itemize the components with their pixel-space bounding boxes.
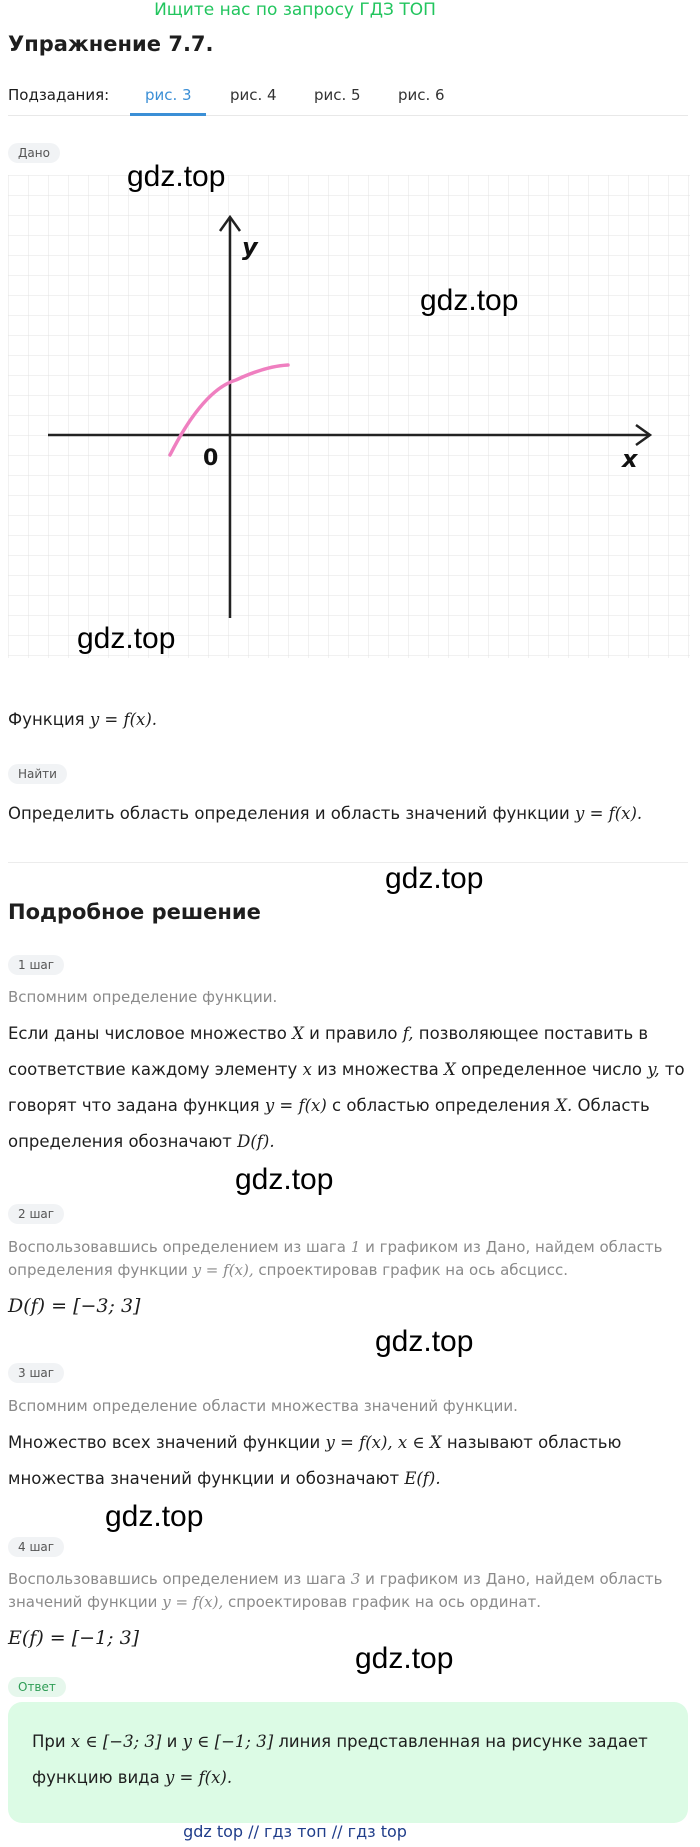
tab-fig-6[interactable]: рис. 6: [398, 86, 445, 104]
answer-line-2: функцию вида y = f(x).: [32, 1768, 233, 1787]
footer-separator: //: [248, 1822, 259, 1841]
answer-line-1: При x ∈ [−3; 3] и y ∈ [−1; 3] линия представленная на рисунке задает: [32, 1732, 648, 1751]
step-2-badge: 2 шаг: [8, 1204, 64, 1224]
divider: [8, 862, 688, 863]
watermark: gdz.top: [127, 160, 226, 193]
step-1-badge: 1 шаг: [8, 955, 64, 975]
step-3-line-2: множества значений функции и обозначают E(f).: [8, 1469, 441, 1488]
step-1-line-3: говорят что задана функция y = f(x) с областью определения X. Область: [8, 1096, 650, 1115]
tab-fig-5[interactable]: рис. 5: [314, 86, 361, 104]
step-4-line-2: значений функции y = f(x), спроектировав график на ось ординат.: [8, 1593, 542, 1611]
step-4-line-1: Воспользовавшись определением из шага 3 и графиком из Дано, найдем область: [8, 1570, 663, 1588]
solution-heading: Подробное решение: [8, 900, 261, 924]
footer-link-gdz-top-ru[interactable]: гдз топ: [264, 1822, 327, 1841]
step-3-badge: 3 шаг: [8, 1363, 64, 1383]
step-3-line-1: Множество всех значений функции y = f(x), x ∈ X называют областью: [8, 1433, 622, 1452]
watermark: gdz.top: [77, 622, 176, 655]
x-axis-label: x: [622, 445, 638, 473]
search-banner: Ищите нас по запросу ГДЗ ТОП: [154, 0, 436, 20]
page-title: Упражнение 7.7.: [8, 32, 214, 56]
given-text: Функция y = f(x).: [8, 710, 158, 729]
y-axis-label: y: [242, 233, 258, 261]
footer-link-gdz-top-mixed[interactable]: гдз top: [347, 1822, 407, 1841]
step-1-line-4: определения обозначают D(f).: [8, 1132, 275, 1151]
watermark: gdz.top: [235, 1163, 334, 1196]
footer-link-gdz-top[interactable]: gdz top: [183, 1822, 244, 1841]
step-2-line-2: определения функции y = f(x), спроектировав график на ось абсцисс.: [8, 1261, 568, 1279]
watermark: gdz.top: [105, 1500, 204, 1533]
footer-links: [0, 1822, 590, 1841]
tabs-divider: [8, 115, 688, 116]
given-badge: Дано: [8, 143, 60, 163]
step-2-line-1: Воспользовавшись определением из шага 1 и графиком из Дано, найдем область: [8, 1238, 663, 1256]
answer-box: [8, 1702, 688, 1823]
origin-label: 0: [203, 446, 219, 471]
watermark: gdz.top: [375, 1325, 474, 1358]
watermark: gdz.top: [355, 1642, 454, 1675]
answer-badge: Ответ: [8, 1677, 66, 1697]
watermark: gdz.top: [385, 862, 484, 895]
step-1-line-1: Если даны числовое множество X и правило f, позволяющее поставить в: [8, 1024, 649, 1043]
tab-fig-3[interactable]: рис. 3: [145, 86, 192, 104]
step-2-result: D(f) = [−3; 3]: [8, 1295, 141, 1317]
subtasks-label: Подзадания:: [8, 86, 110, 104]
step-1-line-2: соответствие каждому элементу x из множества X определенное число y, то: [8, 1060, 685, 1079]
grid: [8, 175, 690, 658]
watermark: gdz.top: [420, 284, 519, 317]
find-badge: Найти: [8, 764, 67, 784]
step-1-intro: Вспомним определение функции.: [8, 988, 278, 1006]
step-4-result: E(f) = [−1; 3]: [8, 1627, 140, 1649]
tab-fig-4[interactable]: рис. 4: [230, 86, 277, 104]
footer-separator: //: [331, 1822, 343, 1841]
active-tab-indicator: [130, 113, 206, 116]
function-graph: [8, 175, 690, 658]
step-4-badge: 4 шаг: [8, 1537, 64, 1557]
find-text: Определить область определения и область значений функции y = f(x).: [8, 804, 643, 823]
step-3-intro: Вспомним определение области множества значений функции.: [8, 1397, 518, 1415]
